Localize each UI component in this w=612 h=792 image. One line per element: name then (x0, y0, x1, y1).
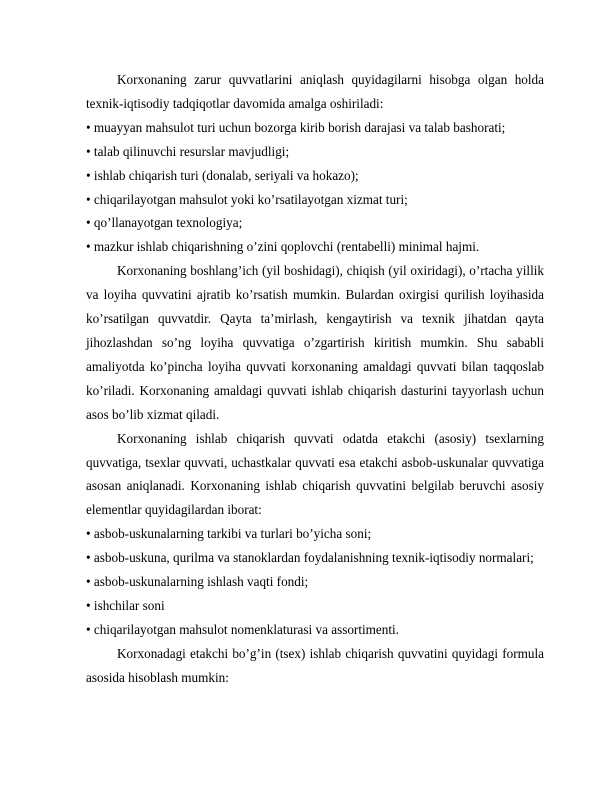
list-item: • chiqarilayotgan mahsulot yoki ko’rsatilayotgan xizmat turi; (86, 191, 408, 207)
document-page (86, 68, 544, 690)
list-item: • asbob-uskunalarning tarkibi va turlari bo’yicha soni; (86, 526, 372, 542)
paragraph-intro: Korxonaning zarur quvvatlarini aniqlash quyidagilarni hisobga olgan holda texnik-iqtisodiy tadqiqotlar davomida amalga oshiriladi: (86, 72, 544, 111)
list-item: • ishlab chiqarish turi (donalab, seriyali va hokazo); (86, 167, 359, 183)
elements-list (86, 522, 544, 642)
list-item: • asbob-uskuna, qurilma va stanoklardan foydalanishning texnik-iqtisodiy normalari; (86, 550, 534, 566)
list-item: • chiqarilayotgan mahsulot nomenklaturasi va assortimenti. (86, 621, 399, 637)
paragraph-capacity-types: Korxonaning boshlang’ich (yil boshidagi), chiqish (yil oxiridagi), o’rtacha yillik va loyiha quvvatini ajratib ko’rsatish mumkin. Bulardan oxirgisi qurilish loyihasida ko’rsatilgan quvvatdir. Qayta ta’mirlash, kengaytirish va texnik jihatdan qayta jihozlashdan so’ng loyiha quvvatiga o’zgartirish kiritish mumkin. Shu sababli amaliyotda ko’pincha loyiha quvvati korxonaning amaldagi quvvati bilan taqqoslab ko’riladi. Korxonaning amaldagi quvvati ishlab chiqarish dasturini tayyorlash uchun asos bo’lib xizmat qiladi. (86, 263, 544, 422)
list-item: • mazkur ishlab chiqarishning o’zini qoplovchi (rentabelli) minimal hajmi. (86, 239, 480, 255)
list-item: • asbob-uskunalarning ishlash vaqti fondi; (86, 574, 309, 590)
paragraph-formula-intro: Korxonadagi etakchi bo’g’in (tsex) ishlab chiqarish quvvatini quyidagi formula asosida hisoblash mumkin: (86, 645, 544, 685)
list-item: • talab qilinuvchi resurslar mavjudligi; (86, 143, 290, 159)
list-item: • ishchilar soni (86, 597, 165, 613)
list-item: • muayyan mahsulot turi uchun bozorga kirib borish darajasi va talab bashorati; (86, 119, 506, 135)
paragraph-capacity-elements: Korxonaning ishlab chiqarish quvvati odatda etakchi (asosiy) tsexlarning quvvatiga, tsexlar quvvati, uchastkalar quvvati esa etakchi asbob-uskunalar quvvatiga asosan aniqlanadi. Korxonaning ishlab chiqarish quvvatini belgilab beruvchi asosiy elementlar quyidagilardan iborat: (86, 430, 544, 518)
requirements-list (86, 116, 544, 259)
list-item: • qo’llanayotgan texnologiya; (86, 215, 243, 231)
